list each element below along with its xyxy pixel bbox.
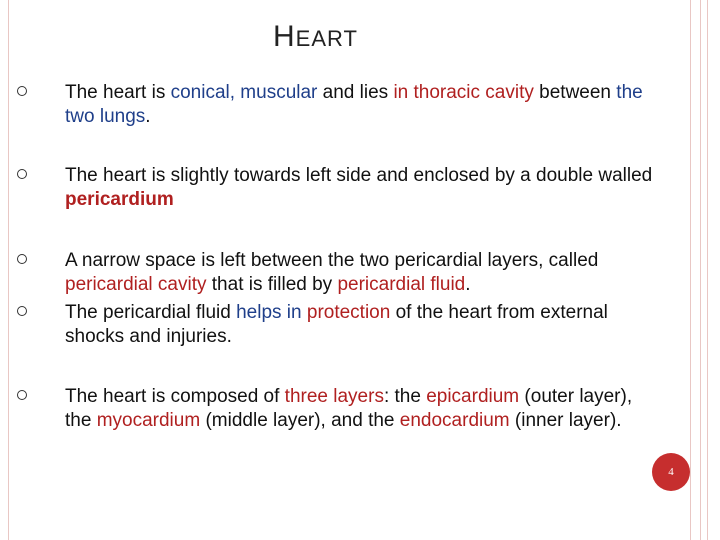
text: of the heart from external shocks and injuries. bbox=[65, 302, 608, 347]
text: protection bbox=[306, 302, 391, 323]
page-number: 4 bbox=[668, 466, 674, 478]
circle-bullet-icon bbox=[17, 254, 27, 264]
text: (middle layer), and the bbox=[200, 410, 400, 431]
text: the two lungs bbox=[65, 82, 643, 127]
text: The heart is bbox=[65, 82, 171, 103]
circle-bullet-icon bbox=[17, 86, 27, 96]
text: pericardial cavity bbox=[65, 274, 207, 295]
text: The heart is composed of bbox=[65, 386, 285, 407]
text: (inner layer). bbox=[509, 410, 622, 431]
text: The pericardial fluid bbox=[65, 302, 237, 323]
circle-bullet-icon bbox=[17, 169, 27, 179]
text: three layers bbox=[284, 386, 384, 407]
page-number-badge bbox=[652, 453, 690, 491]
list-item bbox=[65, 164, 655, 212]
title-initial: H bbox=[273, 20, 296, 53]
text: myocardium bbox=[96, 410, 201, 431]
text: . bbox=[465, 274, 471, 295]
list-item bbox=[65, 385, 655, 433]
list-item bbox=[65, 81, 655, 129]
text: pericardium bbox=[65, 189, 174, 210]
text: pericardial fluid bbox=[337, 274, 466, 295]
text: A narrow space is left between the two pericardial layers, called bbox=[65, 250, 599, 271]
text: in thoracic cavity bbox=[393, 82, 534, 103]
text: endocardium bbox=[399, 410, 510, 431]
text: between bbox=[533, 82, 617, 103]
circle-bullet-icon bbox=[17, 390, 27, 400]
list-item bbox=[65, 249, 655, 297]
text: and lies bbox=[317, 82, 394, 103]
text: (outer layer), the bbox=[65, 386, 633, 431]
text: conical, muscular bbox=[170, 82, 318, 103]
text: : the bbox=[383, 386, 427, 407]
circle-bullet-icon bbox=[17, 306, 27, 316]
text: . bbox=[145, 106, 151, 127]
text: The heart is slightly towards left side and enclosed by a double walled bbox=[65, 165, 653, 186]
text: epicardium bbox=[426, 386, 520, 407]
text: that is filled by bbox=[206, 274, 338, 295]
title-rest: EART bbox=[295, 26, 358, 51]
text: helps in bbox=[236, 302, 302, 323]
list-item bbox=[65, 301, 655, 349]
